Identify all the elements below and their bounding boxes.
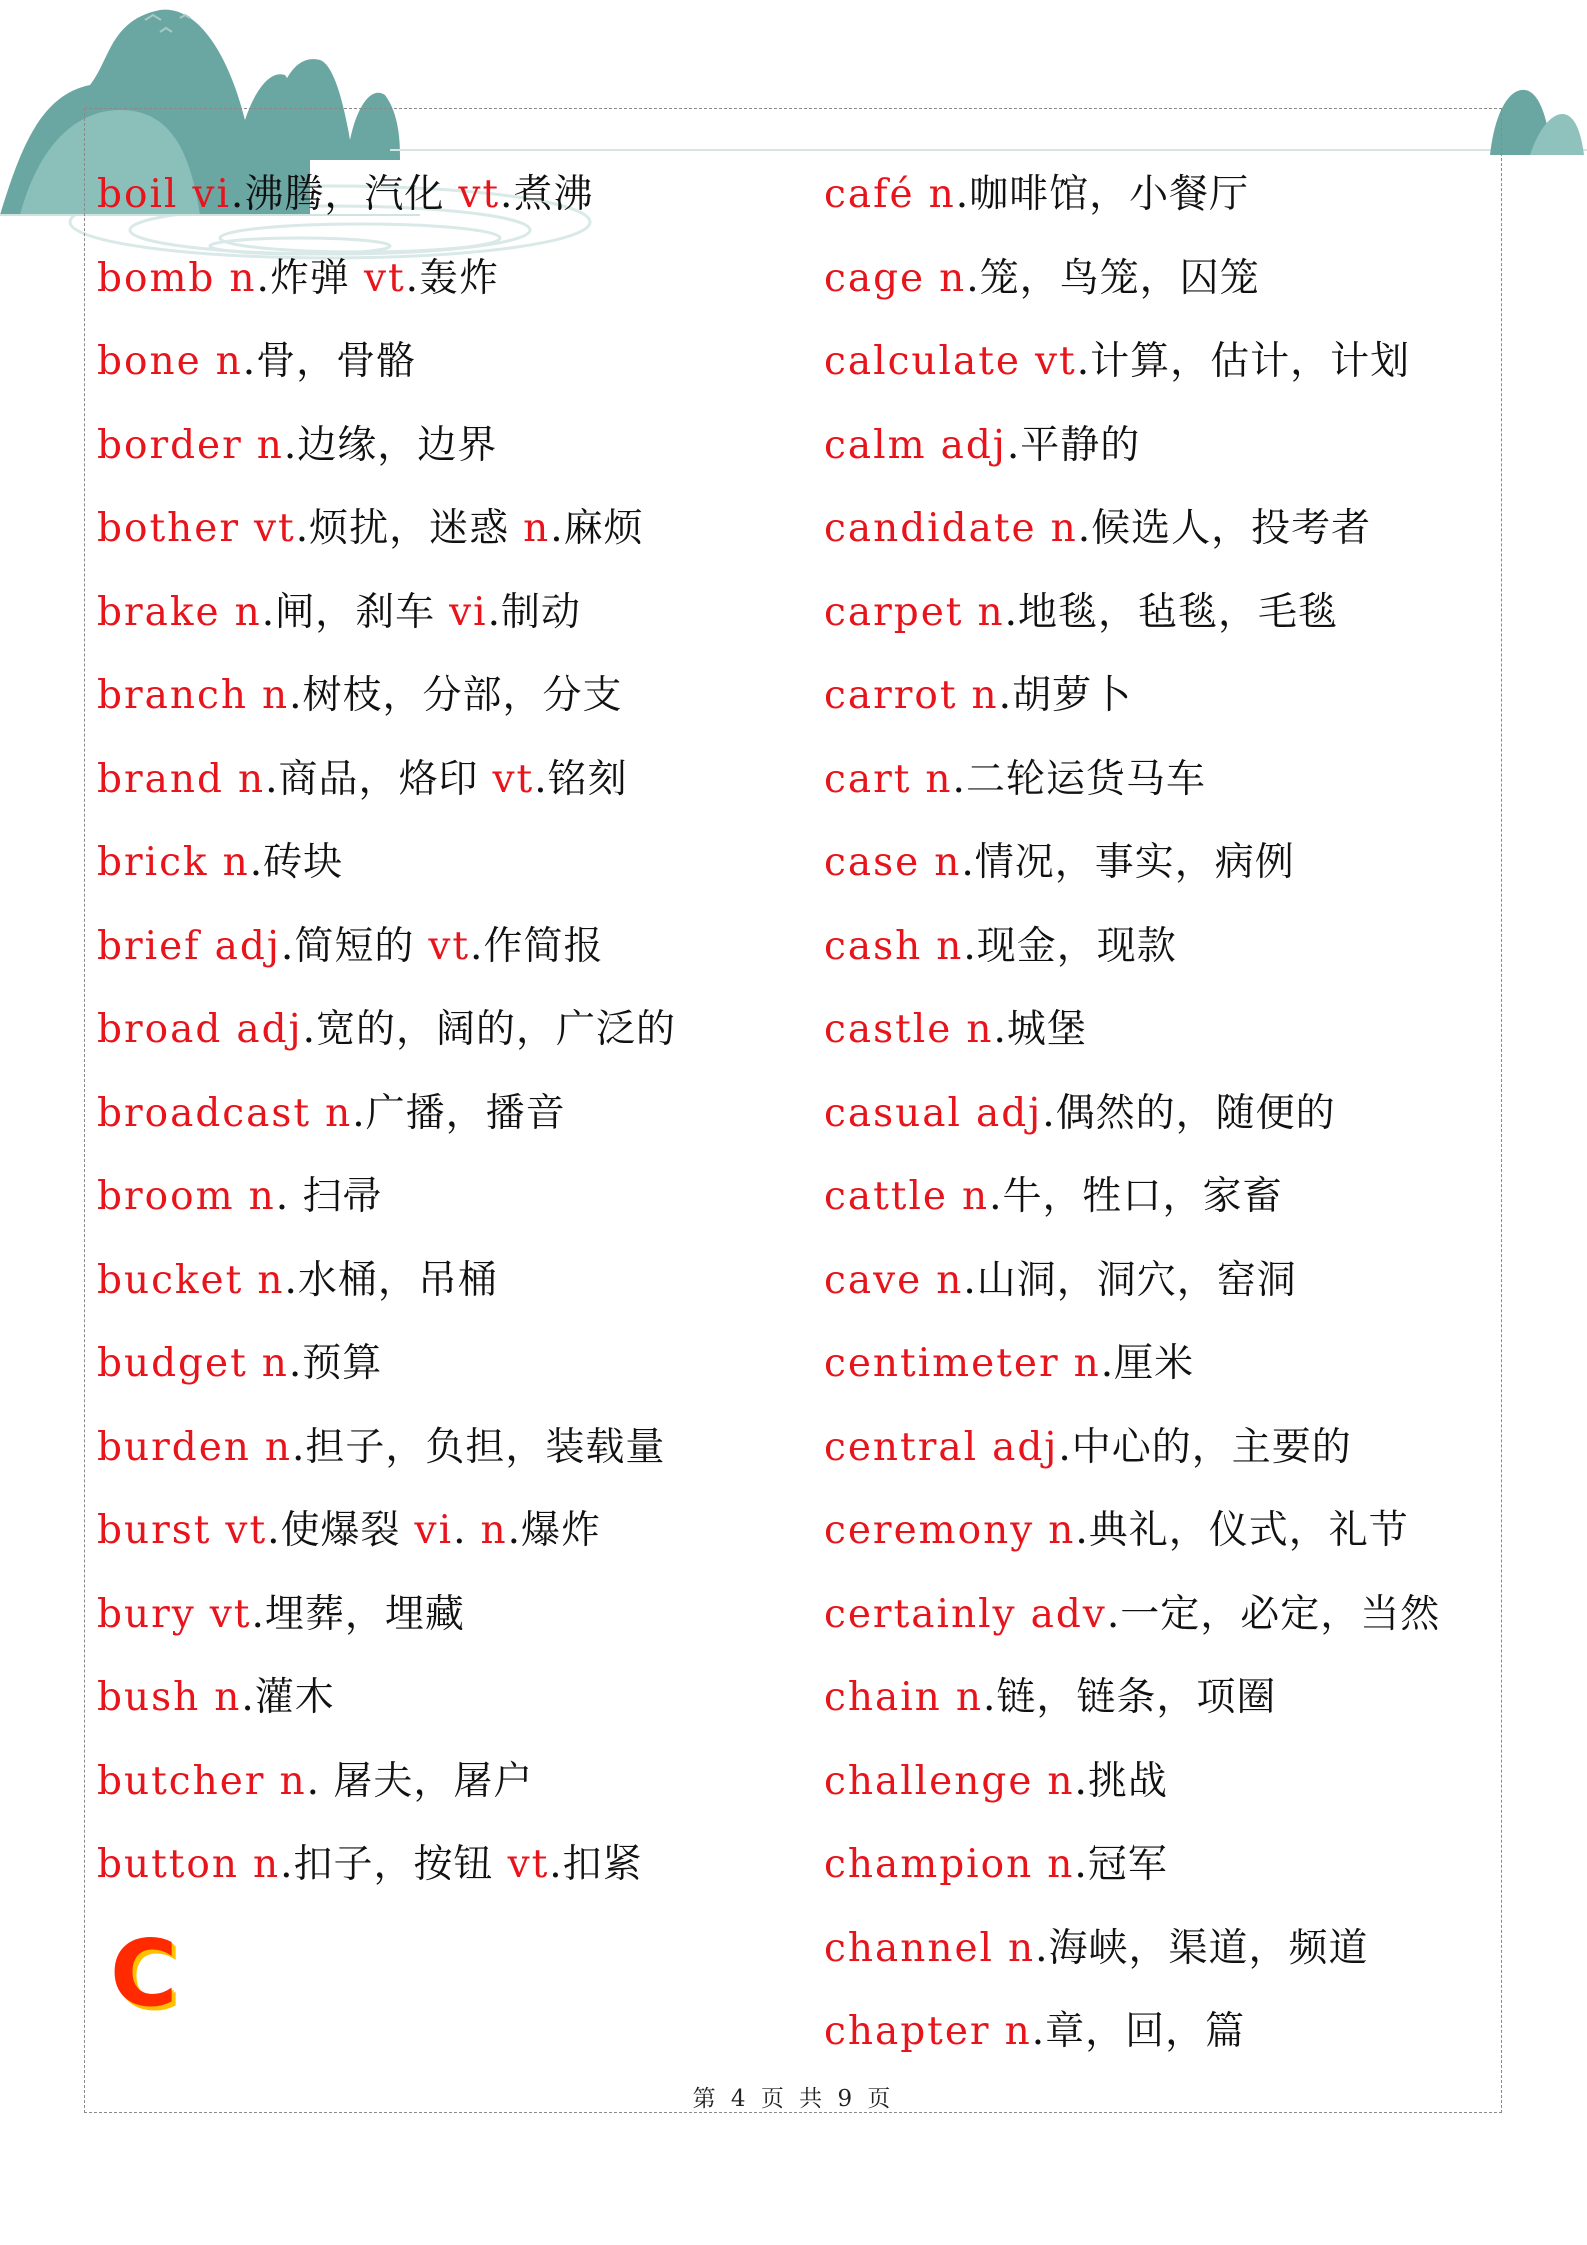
vocab-word: bucket [97,1257,244,1303]
definition: .铭刻 [534,756,628,802]
vocab-word: bomb [97,255,216,301]
definition: .埋葬，埋藏 [251,1591,465,1637]
vocab-entry [824,1506,1409,1556]
part-of-speech: vt [428,923,471,969]
definition: .边缘，边界 [283,422,498,468]
part-of-speech: n [928,172,956,217]
part-of-speech: n [257,1257,285,1303]
vocab-entry [824,1005,1087,1055]
vocab-word: boil [97,172,179,217]
definition: .砖块 [249,840,344,885]
part-of-speech: n [977,589,1005,635]
vocab-entry [97,337,416,387]
vocab-entry [824,1339,1194,1389]
vocab-word: channel [824,1925,994,1971]
part-of-speech: vt [225,1508,268,1553]
definition: .扣子，按钮 [280,1842,494,1887]
definition: .广播，播音 [352,1090,566,1136]
definition: .中心的，主要的 [1058,1424,1352,1470]
part-of-speech: n [214,1675,242,1720]
definition: .偶然的，随便的 [1042,1090,1336,1136]
vocab-entry [97,588,581,638]
part-of-speech: n [1004,2009,1032,2054]
part-of-speech: n [971,673,999,718]
vocab-word: broad [97,1007,223,1052]
vocab-word: calculate [824,339,1022,384]
vocab-entry [97,1840,643,1890]
vocab-word: cash [824,923,923,969]
definition: .煮沸 [500,172,594,217]
part-of-speech: n [237,756,266,802]
vocab-entry [824,504,1371,554]
vocab-entry [824,1757,1168,1807]
vocab-entry [97,1256,498,1306]
vocab-entry [97,755,628,805]
part-of-speech: vi [192,172,231,217]
page-number-footer: 第 4 页 共 9 页 [692,2086,895,2112]
definition: .咖啡馆，小餐厅 [955,172,1250,217]
definition: .麻烦 [550,506,644,551]
part-of-speech: n [523,506,551,551]
vocab-entry [97,1757,533,1807]
definition: .轰炸 [405,255,500,301]
definition: .牛，牲口，家畜 [989,1174,1283,1219]
part-of-speech: n [253,1842,281,1887]
definition: . [453,1508,467,1553]
vocab-word: chain [824,1675,942,1720]
definition: .扣紧 [549,1842,643,1887]
part-of-speech: n [234,589,262,635]
vocab-word: castle [824,1007,953,1052]
vocab-word: champion [824,1842,1034,1887]
vocab-entry [824,337,1410,387]
vocab-entry [824,170,1249,220]
definition: .制动 [487,589,582,635]
definition: .候选人，投考者 [1077,506,1372,551]
definition: .章，回，篇 [1031,2009,1246,2054]
definition: .海峡，渠道，频道 [1035,1925,1369,1971]
definition: .二轮运货马车 [952,756,1206,802]
vocab-entry [824,1924,1369,1974]
definition: .简短的 [280,923,415,969]
part-of-speech: n [934,840,962,885]
definition: .炸弹 [256,255,350,301]
vocab-word: carrot [824,673,958,718]
definition: .爆炸 [507,1508,601,1553]
vocab-entry [97,1423,665,1473]
part-of-speech: vt [1035,339,1077,384]
vocab-entry [97,1089,566,1139]
vocab-word: broom [97,1174,235,1219]
vocab-entry [824,254,1260,304]
vocab-word: bone [97,339,202,384]
vocab-entry [97,922,603,972]
vocab-word: cart [824,756,912,802]
definition: .商品，烙印 [265,756,479,802]
part-of-speech: n [1047,1758,1075,1804]
definition: .树枝，分部，分支 [289,673,623,718]
definition: .情况，事实，病例 [961,840,1295,885]
part-of-speech: adj [940,422,1007,468]
definition: .山洞，洞穴，窑洞 [963,1257,1297,1303]
part-of-speech: n [955,1675,983,1720]
vocab-entry [97,671,622,721]
vocab-entry [824,1673,1276,1723]
part-of-speech: n [261,1341,289,1386]
vocab-word: bury [97,1591,196,1637]
vocab-entry [824,1089,1336,1139]
vocab-entry [824,1590,1440,1640]
definition: .一定，必定，当然 [1106,1591,1441,1637]
vocab-word: carpet [824,589,964,635]
vocab-word: border [97,422,243,468]
definition: .骨，骨骼 [242,339,417,384]
part-of-speech: n [325,1090,353,1136]
vocab-word: candidate [824,506,1037,551]
vocab-word: challenge [824,1758,1034,1804]
vocab-word: certainly [824,1591,1017,1637]
part-of-speech: adj [236,1007,303,1052]
part-of-speech: vt [492,756,535,802]
vocab-entry [97,1590,465,1640]
part-of-speech: n [215,339,243,384]
vocab-entry [824,755,1206,805]
part-of-speech: n [1073,1341,1101,1386]
part-of-speech: n [256,422,284,468]
vocab-entry [97,1005,676,1055]
definition: .使爆裂 [267,1508,401,1553]
vocab-word: bother [97,506,240,551]
definition: .城堡 [993,1007,1087,1052]
part-of-speech: adj [992,1424,1059,1470]
part-of-speech: n [279,1758,307,1804]
vocab-entry [97,1172,382,1222]
part-of-speech: n [1048,1508,1076,1553]
vocab-word: central [824,1424,979,1470]
part-of-speech: n [229,255,257,301]
definition: .闸，刹车 [261,589,436,635]
vocab-word: button [97,1842,240,1887]
vocab-word: burst [97,1508,212,1553]
vocab-word: case [824,840,921,885]
part-of-speech: vi [414,1508,454,1553]
definition: .烦扰，迷惑 [295,506,510,551]
part-of-speech: n [962,1174,990,1219]
vocab-word: budget [97,1341,248,1386]
definition: .厘米 [1100,1341,1195,1386]
vocab-word: casual [824,1090,962,1136]
definition: .沸腾，汽化 [230,172,445,217]
definition: .笼，鸟笼，囚笼 [966,255,1260,301]
part-of-speech: n [966,1007,994,1052]
vocab-entry [824,588,1338,638]
vocab-word: brake [97,589,221,635]
vocab-word: calm [824,422,927,468]
vocab-word: cage [824,255,926,301]
definition: .平静的 [1006,422,1141,468]
vocab-entry [824,922,1177,972]
vocab-word: burden [97,1424,251,1470]
part-of-speech: n [939,255,967,301]
vocab-entry [824,1423,1352,1473]
part-of-speech: n [248,1174,276,1219]
definition: .宽的，阔的，广泛的 [302,1007,677,1052]
vocab-word: cave [824,1257,923,1303]
definition: .链，链条，项圈 [982,1675,1277,1720]
part-of-speech: n [264,1424,293,1470]
vocab-word: ceremony [824,1508,1035,1553]
definition: .胡萝卜 [998,673,1133,718]
vocab-entry [97,1673,335,1723]
definition: .预算 [288,1341,383,1386]
vocab-entry [824,1256,1297,1306]
definition: .典礼，仪式，礼节 [1075,1508,1409,1553]
definition: .计算，估计，计划 [1076,339,1411,384]
part-of-speech: vt [507,1842,550,1887]
vocab-entry [97,504,644,554]
part-of-speech: vt [363,255,406,301]
part-of-speech: adj [975,1090,1043,1136]
part-of-speech: n [261,673,290,718]
vocab-entry [824,1172,1283,1222]
vocab-entry [824,421,1140,471]
part-of-speech: vt [253,506,296,551]
part-of-speech: n [936,923,964,969]
definition: .作简报 [470,923,604,969]
part-of-speech: vt [458,172,501,217]
vocab-word: branch [97,673,248,718]
part-of-speech: n [480,1508,508,1553]
part-of-speech: adv [1030,1591,1107,1637]
definition: .水桶，吊桶 [284,1257,498,1303]
vocab-entry [97,254,499,304]
vocab-entry [97,1339,382,1389]
vocab-word: brief [97,923,201,969]
vocab-entry [824,1840,1168,1890]
part-of-speech: n [925,756,953,802]
definition: .现金，现款 [963,923,1177,969]
vocab-entry [824,671,1132,721]
vocab-word: brand [97,756,224,802]
vocab-entry [97,421,497,471]
definition: .担子，负担，装载量 [292,1424,666,1470]
definition: .挑战 [1074,1758,1168,1804]
part-of-speech: n [1047,1842,1075,1887]
part-of-speech: n [1050,506,1078,551]
part-of-speech: vi [449,589,488,635]
vocab-word: chapter [824,2009,991,2054]
vocab-word: broadcast [97,1090,312,1136]
definition: .灌木 [241,1675,335,1720]
definition: . 屠夫，屠户 [306,1758,534,1804]
vocab-word: café [824,172,915,217]
vocab-entry [824,838,1295,888]
vocab-entry [824,2007,1245,2057]
vocab-word: brick [97,840,209,885]
section-letter: C [110,1920,178,2027]
part-of-speech: n [936,1257,964,1303]
vocab-word: cattle [824,1174,948,1219]
vocab-word: bush [97,1675,201,1720]
part-of-speech: n [1008,1925,1036,1971]
definition: . 扫帚 [275,1174,383,1219]
definition: .冠军 [1074,1842,1168,1887]
vocab-entry [97,838,343,888]
vocab-entry [97,1506,601,1556]
part-of-speech: adj [214,923,281,969]
part-of-speech: vt [209,1591,252,1637]
part-of-speech: n [222,840,250,885]
definition: .地毯，毡毯，毛毯 [1004,589,1338,635]
vocab-word: butcher [97,1758,266,1804]
vocab-word: centimeter [824,1341,1060,1386]
vocab-entry [97,170,593,220]
